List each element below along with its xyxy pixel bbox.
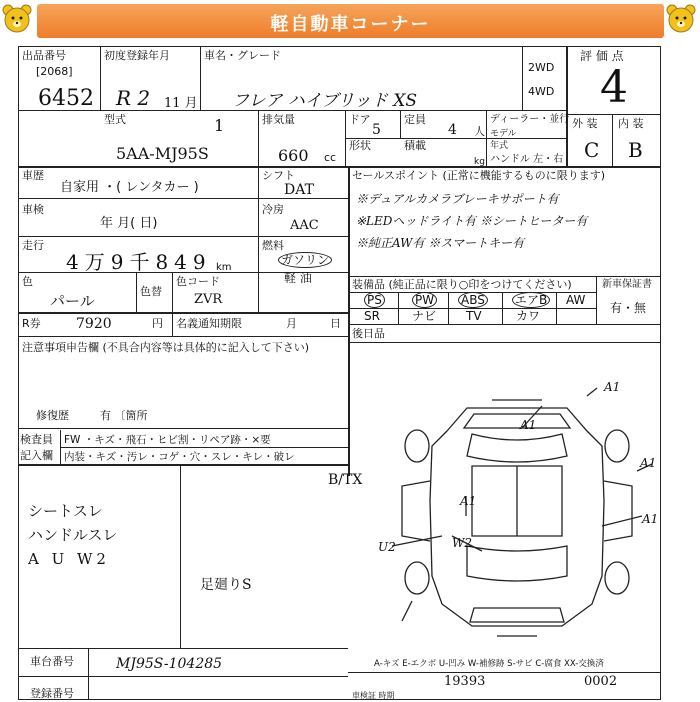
model-name-value: フレア ハイブリッド XS (232, 91, 418, 111)
equipment-label: 装備品 (純正品に限り○印をつけてください) (352, 278, 572, 291)
equip-navi[interactable]: ナビ (412, 309, 437, 323)
grade-score-label: 評 価 点 (580, 49, 624, 63)
history-label: 車歴 (22, 169, 44, 182)
equip-leather[interactable]: カワ (516, 309, 541, 323)
color-code-value: ZVR (194, 292, 223, 307)
color-code-label: 色コード (176, 275, 220, 288)
equip-pw[interactable]: PW (412, 294, 437, 306)
equip-aw[interactable]: AW (566, 293, 586, 307)
type-value: 5AA-MJ95S (116, 144, 209, 163)
shape-label: 形状 (349, 139, 371, 152)
shift-label: シフト (262, 169, 295, 182)
type-dash: 1 (214, 116, 225, 135)
displacement-value: 660 (278, 146, 309, 165)
fuel-label: 燃料 (262, 239, 284, 252)
tax-deadline-label: 名義通知期限 (176, 317, 242, 330)
damage-code-legend: A-キズ E-エクボ U-凹み W-補修跡 S-サビ C-腐食 XX-交換済 (374, 659, 604, 669)
equip-tv[interactable]: TV (466, 309, 482, 323)
entry-label: 記入欄 (20, 449, 53, 462)
mileage-label: 走行 (22, 239, 44, 252)
shift-value: DAT (284, 182, 314, 198)
damage-mark-a1-front: A1 (604, 380, 621, 394)
sales-points-label: セールスポイント (正常に機能するものに限ります) (352, 169, 606, 182)
mileage-value: 4万9千849 (66, 250, 212, 274)
color-label: 色 (22, 275, 33, 288)
registration-number-label: 登録番号 (30, 687, 74, 700)
tax-month: 月 (286, 317, 297, 330)
model-grade-label: 車名・グレード (204, 49, 281, 62)
hand-note-1: シートスレ (28, 502, 103, 520)
repair-history-label: 修復歴 (36, 409, 69, 422)
legend-row-exterior: FW ・キズ・飛石・ヒビ割・リペア跡・×要 (64, 434, 271, 446)
sales-point-2: ※LEDヘッドライト有 ※シートヒーター有 (356, 214, 588, 228)
hand-note-2: ハンドルスレ (28, 526, 118, 544)
hand-note-3: A U W2 (28, 550, 110, 568)
notes-label: 注意事項申告欄 (不具合内容等は具体的に記入して下さい) (22, 341, 310, 354)
inspection-cert-small: 車検証 時期 (352, 691, 395, 700)
car-damage-diagram (372, 386, 662, 648)
displacement-label: 排気量 (262, 113, 295, 126)
color-change-label: 色替 (140, 285, 162, 298)
displacement-unit: cc (324, 151, 337, 164)
interior-grade-value: B (628, 138, 643, 162)
new-warranty-label: 新車保証書 (602, 279, 652, 290)
recycle-unit: 円 (152, 317, 163, 330)
hand-reconfirm: 足廻りS (200, 577, 252, 593)
type-label: 型式 (104, 113, 126, 126)
exterior-grade-value: C (584, 138, 600, 162)
damage-mark-a1-left: A1 (460, 494, 477, 508)
fuel-diesel: 軽 油 (284, 271, 312, 285)
chassis-number-label: 車台番号 (30, 655, 74, 668)
load-label: 積載 (404, 139, 426, 152)
equip-sr[interactable]: SR (364, 309, 380, 323)
history-value: 自家用 ・( レンタカー ) (60, 180, 199, 195)
damage-mark-a1-right: A1 (640, 456, 657, 470)
exterior-label: 外 装 (572, 117, 598, 130)
lot-number-label: 出品番号 (22, 49, 66, 62)
recycle-label: R券 (22, 317, 41, 330)
first-registration-era: R 2 (116, 86, 151, 110)
model-year-label: モデル 年式 (490, 129, 517, 151)
sales-point-1: ※デュアルカメラブレーキサポート有 (356, 192, 559, 206)
inspector-label: 検査員 (20, 433, 53, 446)
legend-row-interior: 内装・キズ・汚レ・コゲ・穴・スレ・キレ・破レ (64, 451, 295, 463)
equip-ps[interactable]: PS (364, 294, 385, 306)
equip-airbag[interactable]: エアB (512, 294, 550, 306)
inspection-label: 車検 (22, 203, 44, 216)
hand-bt-note: B/TX (328, 472, 363, 488)
first-registration-month: 11 月 (164, 96, 198, 111)
tax-day: 日 (330, 317, 341, 330)
banner-title: 軽自動車コーナー (270, 14, 431, 35)
bottom-number-1: 19393 (444, 674, 486, 689)
damage-mark-a1-roof: A1 (520, 418, 537, 432)
handle-label: ハンドル 左・右 (490, 154, 564, 165)
recycle-value: 7920 (76, 316, 112, 332)
fuel-gasoline[interactable]: ガソリン (278, 254, 332, 266)
lot-number-value: 6452 (38, 86, 94, 111)
mileage-unit: km (216, 262, 232, 273)
load-unit: kg (474, 157, 485, 167)
color-value: パール (50, 292, 95, 310)
inspection-value: 年 月( 日) (100, 216, 158, 231)
lot-sub-code: [2068] (36, 65, 73, 78)
ac-label: 冷房 (262, 203, 284, 216)
doors-label: ドア (349, 113, 371, 126)
interior-label: 内 装 (618, 117, 644, 130)
bear-mascot-left-icon (0, 3, 34, 37)
chassis-number-value: MJ95S-104285 (116, 656, 223, 672)
first-registration-label: 初度登録年月 (104, 49, 170, 62)
bottom-number-2: 0002 (584, 674, 618, 689)
sales-point-3: ※純正AW有 ※スマートキー有 (356, 236, 525, 250)
bear-mascot-right-icon (664, 3, 698, 37)
damage-mark-w2: W2 (452, 536, 472, 550)
header-banner (37, 4, 664, 38)
capacity-unit: 人 (474, 125, 485, 138)
doors-value: 5 (372, 122, 381, 138)
capacity-value: 4 (448, 122, 457, 138)
ac-value: AAC (290, 218, 319, 233)
capacity-label: 定員 (404, 113, 426, 126)
drive-4wd-label: 4WD (528, 85, 555, 98)
dealer-label: ディーラー・並行 (490, 114, 570, 125)
drive-2wd-label: 2WD (528, 61, 555, 74)
warranty-value: 有・無 (610, 301, 647, 315)
repair-history-value: 有 〔箇所 (100, 409, 148, 422)
after-items-label: 後日品 (352, 327, 385, 340)
equip-abs[interactable]: ABS (458, 294, 488, 306)
damage-mark-a1-right-door: A1 (642, 512, 659, 526)
grade-score-value: 4 (600, 62, 628, 113)
damage-mark-u2: U2 (378, 540, 396, 554)
